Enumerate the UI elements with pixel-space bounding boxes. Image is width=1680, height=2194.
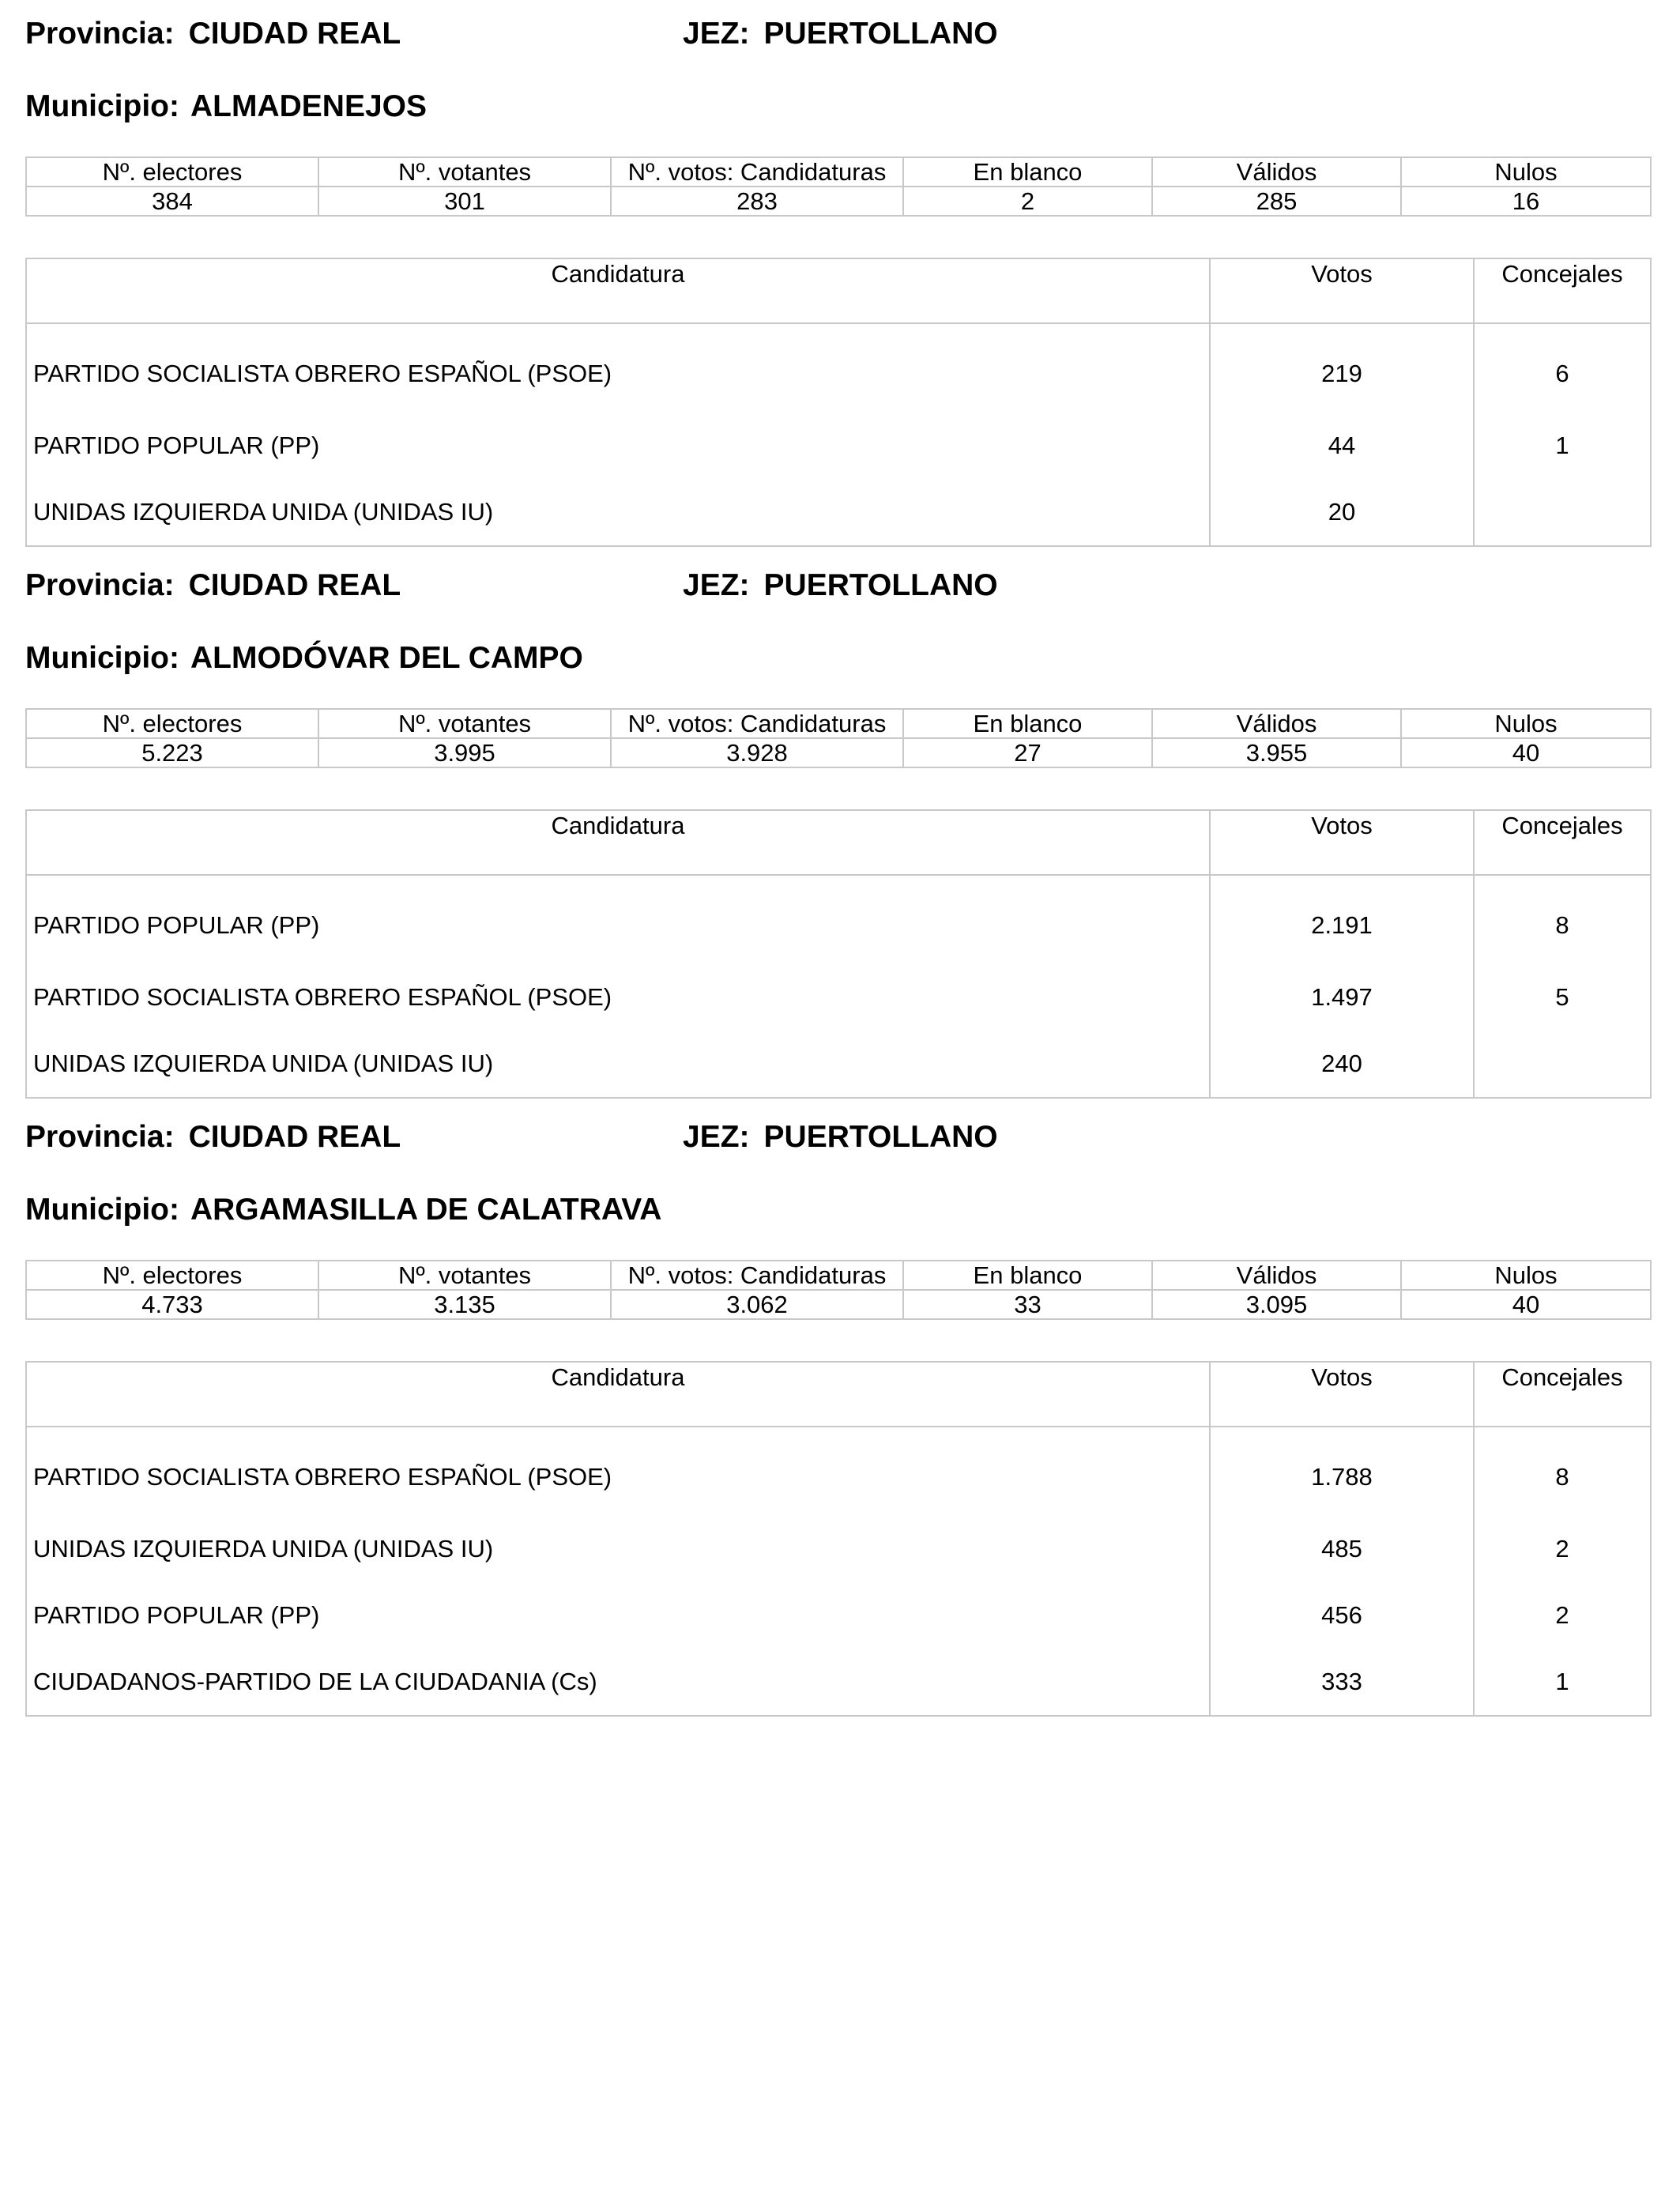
stats-header-cell: Nº. electores [26, 709, 318, 738]
stats-value-cell: 3.095 [1152, 1290, 1401, 1319]
stats-value-cell: 301 [318, 187, 611, 216]
stats-value-cell: 27 [903, 738, 1152, 767]
stats-header-row [26, 1261, 1651, 1290]
municipio-label: Municipio: [25, 1193, 179, 1227]
municipio-section [25, 1103, 1650, 1720]
stats-header-cell: En blanco [903, 157, 1152, 187]
stats-value-cell: 3.928 [611, 738, 903, 767]
stats-header-cell: Nº. votos: Candidaturas [611, 157, 903, 187]
candidatura-cell: CIUDADANOS-PARTIDO DE LA CIUDADANIA (Cs) [26, 1649, 1210, 1716]
stats-value-cell: 285 [1152, 187, 1401, 216]
stats-header-cell: Válidos [1152, 709, 1401, 738]
stats-header-cell: Válidos [1152, 157, 1401, 187]
stats-header-cell: Nulos [1401, 157, 1651, 187]
candidatura-header: Candidatura [26, 810, 1210, 875]
stats-value-row [26, 738, 1651, 767]
stats-header-cell: Nº. electores [26, 157, 318, 187]
stats-value-row [26, 1290, 1651, 1319]
concejales-cell: 6 [1474, 323, 1651, 413]
candidatura-cell: PARTIDO SOCIALISTA OBRERO ESPAÑOL (PSOE) [26, 964, 1210, 1031]
candidatura-cell: PARTIDO POPULAR (PP) [26, 875, 1210, 964]
concejales-cell [1474, 1031, 1651, 1098]
result-row [26, 1582, 1651, 1649]
jez-value: PUERTOLLANO [763, 568, 998, 602]
concejales-cell: 2 [1474, 1582, 1651, 1649]
provincia-label: Provincia: [25, 1120, 175, 1154]
result-row [26, 413, 1651, 479]
result-row [26, 479, 1651, 546]
stats-value-row [26, 187, 1651, 216]
provincia-value: CIUDAD REAL [188, 17, 401, 51]
stats-header-cell: En blanco [903, 709, 1152, 738]
concejales-header: Concejales [1474, 258, 1651, 323]
votos-cell: 20 [1210, 479, 1474, 546]
stats-value-cell: 3.062 [611, 1290, 903, 1319]
concejales-header: Concejales [1474, 1362, 1651, 1427]
result-row [26, 323, 1651, 413]
concejales-cell: 1 [1474, 413, 1651, 479]
jez-value: PUERTOLLANO [763, 1120, 998, 1154]
votos-header: Votos [1210, 1362, 1474, 1427]
stats-table [25, 156, 1652, 217]
stats-header-cell: Nº. votos: Candidaturas [611, 1261, 903, 1290]
provincia-value: CIUDAD REAL [188, 568, 401, 602]
concejales-header: Concejales [1474, 810, 1651, 875]
concejales-cell: 1 [1474, 1649, 1651, 1716]
stats-header-cell: Nulos [1401, 709, 1651, 738]
stats-value-cell: 40 [1401, 738, 1651, 767]
jez-heading [683, 1119, 998, 1155]
stats-header-cell: Nº. votantes [318, 709, 611, 738]
candidatura-cell: UNIDAS IZQUIERDA UNIDA (UNIDAS IU) [26, 1516, 1210, 1582]
jez-label: JEZ: [683, 1120, 750, 1154]
stats-table [25, 1260, 1652, 1320]
stats-value-cell: 3.995 [318, 738, 611, 767]
provincia-heading [25, 567, 401, 604]
stats-header-cell: Válidos [1152, 1261, 1401, 1290]
candidatura-cell: PARTIDO POPULAR (PP) [26, 413, 1210, 479]
municipio-section [25, 0, 1650, 545]
votos-header: Votos [1210, 810, 1474, 875]
municipio-heading [25, 89, 427, 125]
municipio-label: Municipio: [25, 89, 179, 123]
jez-label: JEZ: [683, 17, 750, 51]
candidatura-header: Candidatura [26, 1362, 1210, 1427]
concejales-cell: 5 [1474, 964, 1651, 1031]
votos-cell: 2.191 [1210, 875, 1474, 964]
results-header-row [26, 258, 1651, 323]
concejales-cell: 2 [1474, 1516, 1651, 1582]
provincia-label: Provincia: [25, 17, 175, 51]
stats-value-cell: 283 [611, 187, 903, 216]
result-row [26, 1649, 1651, 1716]
municipio-section [25, 552, 1650, 1097]
stats-value-cell: 2 [903, 187, 1152, 216]
municipio-value: ALMODÓVAR DEL CAMPO [190, 641, 583, 675]
votos-cell: 485 [1210, 1516, 1474, 1582]
municipio-value: ALMADENEJOS [190, 89, 428, 123]
provincia-heading [25, 1119, 401, 1155]
municipio-label: Municipio: [25, 641, 179, 675]
result-row [26, 875, 1651, 964]
votos-cell: 456 [1210, 1582, 1474, 1649]
candidatura-cell: UNIDAS IZQUIERDA UNIDA (UNIDAS IU) [26, 479, 1210, 546]
concejales-cell [1474, 479, 1651, 546]
provincia-label: Provincia: [25, 568, 175, 602]
stats-value-cell: 4.733 [26, 1290, 318, 1319]
results-table [25, 1361, 1652, 1717]
stats-value-cell: 16 [1401, 187, 1651, 216]
candidatura-cell: PARTIDO POPULAR (PP) [26, 1582, 1210, 1649]
votos-cell: 44 [1210, 413, 1474, 479]
stats-table [25, 708, 1652, 768]
stats-value-cell: 3.135 [318, 1290, 611, 1319]
stats-value-cell: 384 [26, 187, 318, 216]
stats-header-cell: Nº. votos: Candidaturas [611, 709, 903, 738]
result-row [26, 964, 1651, 1031]
concejales-cell: 8 [1474, 1427, 1651, 1516]
municipio-heading [25, 640, 583, 677]
votos-header: Votos [1210, 258, 1474, 323]
stats-header-cell: Nulos [1401, 1261, 1651, 1290]
municipio-value: ARGAMASILLA DE CALATRAVA [190, 1193, 662, 1227]
concejales-cell: 8 [1474, 875, 1651, 964]
stats-header-row [26, 709, 1651, 738]
votos-cell: 333 [1210, 1649, 1474, 1716]
candidatura-cell: UNIDAS IZQUIERDA UNIDA (UNIDAS IU) [26, 1031, 1210, 1098]
votos-cell: 1.497 [1210, 964, 1474, 1031]
stats-value-cell: 3.955 [1152, 738, 1401, 767]
votos-cell: 240 [1210, 1031, 1474, 1098]
votos-cell: 1.788 [1210, 1427, 1474, 1516]
provincia-heading [25, 16, 401, 52]
stats-header-cell: Nº. votantes [318, 157, 611, 187]
result-row [26, 1031, 1651, 1098]
stats-header-cell: Nº. electores [26, 1261, 318, 1290]
candidatura-header: Candidatura [26, 258, 1210, 323]
result-row [26, 1427, 1651, 1516]
municipio-heading [25, 1192, 661, 1228]
results-header-row [26, 1362, 1651, 1427]
stats-header-row [26, 157, 1651, 187]
stats-value-cell: 5.223 [26, 738, 318, 767]
stats-header-cell: Nº. votantes [318, 1261, 611, 1290]
stats-value-cell: 40 [1401, 1290, 1651, 1319]
jez-heading [683, 16, 998, 52]
results-header-row [26, 810, 1651, 875]
stats-header-cell: En blanco [903, 1261, 1152, 1290]
candidatura-cell: PARTIDO SOCIALISTA OBRERO ESPAÑOL (PSOE) [26, 1427, 1210, 1516]
results-table [25, 809, 1652, 1099]
candidatura-cell: PARTIDO SOCIALISTA OBRERO ESPAÑOL (PSOE) [26, 323, 1210, 413]
jez-heading [683, 567, 998, 604]
stats-value-cell: 33 [903, 1290, 1152, 1319]
results-table [25, 258, 1652, 547]
jez-label: JEZ: [683, 568, 750, 602]
votos-cell: 219 [1210, 323, 1474, 413]
jez-value: PUERTOLLANO [763, 17, 998, 51]
provincia-value: CIUDAD REAL [188, 1120, 401, 1154]
result-row [26, 1516, 1651, 1582]
